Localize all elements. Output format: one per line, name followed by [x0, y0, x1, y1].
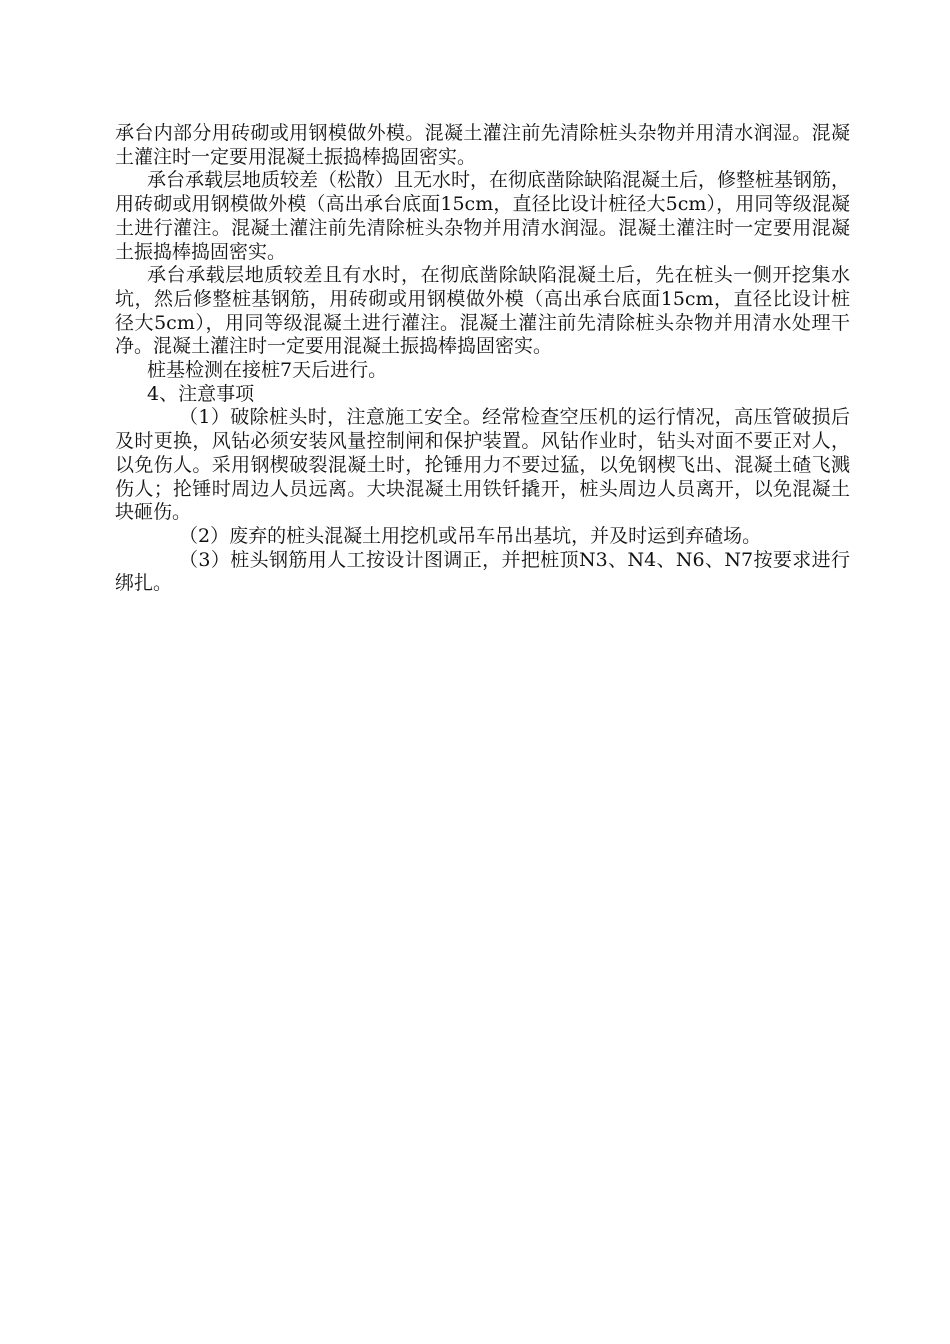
paragraph-formwork-inner: 承台内部分用砖砌或用钢模做外模。混凝土灌注前先清除桩头杂物并用清水润湿。混凝土灌注时一定要用混凝土振捣棒捣固密实。 [115, 122, 850, 168]
precaution-item-1: （1）破除桩头时，注意施工安全。经常检查空压机的运行情况，高压管破损后及时更换，风钻必须安装风量控制闸和保护装置。风钻作业时，钻头对面不要正对人，以免伤人。采用钢楔破裂混凝土时，抡锤用力不要过猛，以免钢楔飞出、混凝土碴飞溅伤人；抡锤时周边人员远离。大块混凝土用铁钎撬开，桩头周边人员离开，以免混凝土块砸伤。 [115, 406, 850, 524]
section-heading-precautions: 4、注意事项 [147, 382, 255, 405]
precaution-item-2: （2）废弃的桩头混凝土用挖机或吊车吊出基坑，并及时运到弃碴场。 [179, 524, 762, 547]
precaution-item-3: （3）桩头钢筋用人工按设计图调正，并把桩顶N3、N4、N6、N7按要求进行绑扎。 [115, 548, 850, 595]
document-body [115, 122, 850, 596]
paragraph-pile-testing: 桩基检测在接桩7天后进行。 [147, 359, 388, 382]
paragraph-wet-stratum: 承台承载层地质较差且有水时，在彻底凿除缺陷混凝土后，先在桩头一侧开挖集水坑，然后修整桩基钢筋，用砖砌或用钢模做外模（高出承台底面15cm，直径比设计桩径大5cm），用同等级混凝土进行灌注。混凝土灌注前先清除桩头杂物并用清水处理干净。混凝土灌注时一定要用混凝土振捣棒捣固密实。 [115, 264, 850, 358]
paragraph-dry-stratum: 承台承载层地质较差（松散）且无水时，在彻底凿除缺陷混凝土后，修整桩基钢筋，用砖砌或用钢模做外模（高出承台底面15cm，直径比设计桩径大5cm），用同等级混凝土进行灌注。混凝土灌注前先清除桩头杂物并用清水润湿。混凝土灌注时一定要用混凝土振捣棒捣固密实。 [115, 169, 851, 263]
